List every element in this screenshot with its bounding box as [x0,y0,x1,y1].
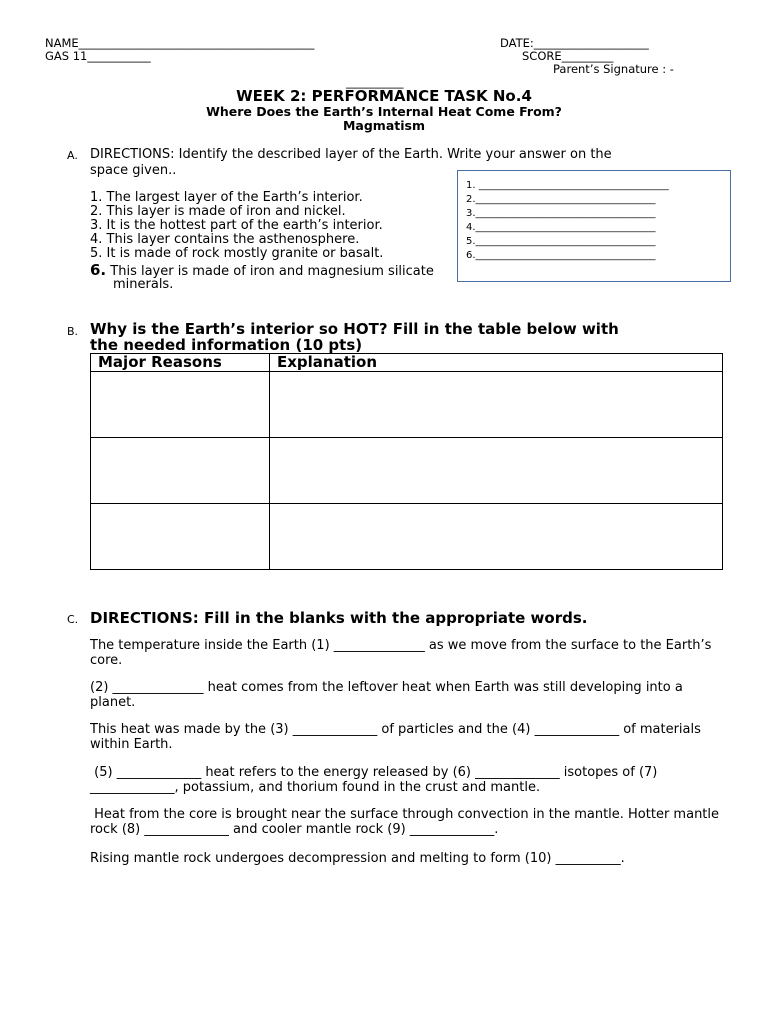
signature-line: __________ [346,75,404,89]
table-row [91,438,723,504]
answer-line[interactable]: 1. ______________________________________ [466,180,669,191]
item-number: 6. [90,261,107,279]
fill-blank-paragraph-1: The temperature inside the Earth (1) ______________ as we move from the surface to the Earth’s core. [90,638,712,668]
section-b-question: Why is the Earth’s interior so HOT? Fill in the table below with [90,320,619,338]
item-text: This layer is made of iron and magnesium silicate [110,264,434,279]
list-item [90,233,359,247]
item-text: This layer is made of iron and nickel. [106,204,346,219]
reasons-table [90,353,723,570]
list-item-continuation: minerals. [113,277,174,292]
list-item [90,247,383,261]
section-a-directions-cont: space given.. [90,163,177,178]
parent-signature-label: Parent’s Signature : - [553,62,674,76]
answer-box [457,170,731,282]
fill-blank-paragraph-4: (5) _____________ heat refers to the energy released by (6) _____________ isotopes of (7) _____________, potassium, and thorium found in the crust and mantle. [90,765,662,795]
table-cell-reason[interactable] [91,372,270,438]
item-number: 4. [90,232,103,247]
table-cell-reason[interactable] [91,438,270,504]
section-c-letter: C. [67,613,79,626]
item-text: The largest layer of the Earth’s interior. [106,190,363,205]
item-text: It is the hottest part of the earth’s interior. [106,218,383,233]
table-cell-explanation[interactable] [270,372,723,438]
table-cell-explanation[interactable] [270,504,723,570]
table-header-row [91,354,723,372]
item-text: This layer contains the asthenosphere. [106,232,360,247]
answer-line[interactable]: 6.____________________________________ [466,250,656,261]
page-title: WEEK 2: PERFORMANCE TASK No.4 [236,87,532,105]
name-field: NAME_________________________________________ [45,36,315,50]
fill-blank-paragraph-3: This heat was made by the (3) _____________ of particles and the (4) _____________ of materials within Earth. [90,722,701,752]
item-number: 1. [90,190,103,205]
section-c-directions: DIRECTIONS: Fill in the blanks with the appropriate words. [90,609,588,627]
fill-blank-paragraph-6: Rising mantle rock undergoes decompression and melting to form (10) __________. [90,851,625,866]
score-field: SCORE_________ [522,49,614,63]
answer-line[interactable]: 2.____________________________________ [466,194,656,205]
gas-field: GAS 11___________ [45,49,151,63]
topic-label: Magmatism [342,118,425,133]
column-header-major-reasons: Major Reasons [91,354,270,372]
section-a-directions: DIRECTIONS: Identify the described layer of the Earth. Write your answer on the [90,147,612,162]
table-row [91,504,723,570]
fill-blank-paragraph-2: (2) ______________ heat comes from the leftover heat when Earth was still developing into a planet. [90,680,683,710]
table-cell-reason[interactable] [91,504,270,570]
fill-blank-paragraph-5: Heat from the core is brought near the surface through convection in the mantle. Hotter mantle rock (8) _____________ and cooler mantle rock (9) _____________. [90,807,724,837]
answer-line[interactable]: 5.____________________________________ [466,236,656,247]
section-b-letter: B. [67,325,79,338]
list-item [90,205,346,219]
list-item [90,191,363,205]
date-field: DATE:____________________ [500,36,649,50]
section-a-letter: A. [67,149,78,162]
item-number: 3. [90,218,103,233]
item-text: It is made of rock mostly granite or basalt. [106,246,384,261]
page-subtitle: Where Does the Earth’s Internal Heat Come From? [206,104,562,119]
section-b-question-cont: the needed information (10 pts) [90,336,363,354]
item-number: 2. [90,204,103,219]
table-cell-explanation[interactable] [270,438,723,504]
table-row [91,372,723,438]
item-number: 5. [90,246,103,261]
answer-line[interactable]: 3.____________________________________ [466,208,656,219]
answer-line[interactable]: 4.____________________________________ [466,222,656,233]
list-item [90,219,383,233]
column-header-explanation: Explanation [270,354,723,372]
